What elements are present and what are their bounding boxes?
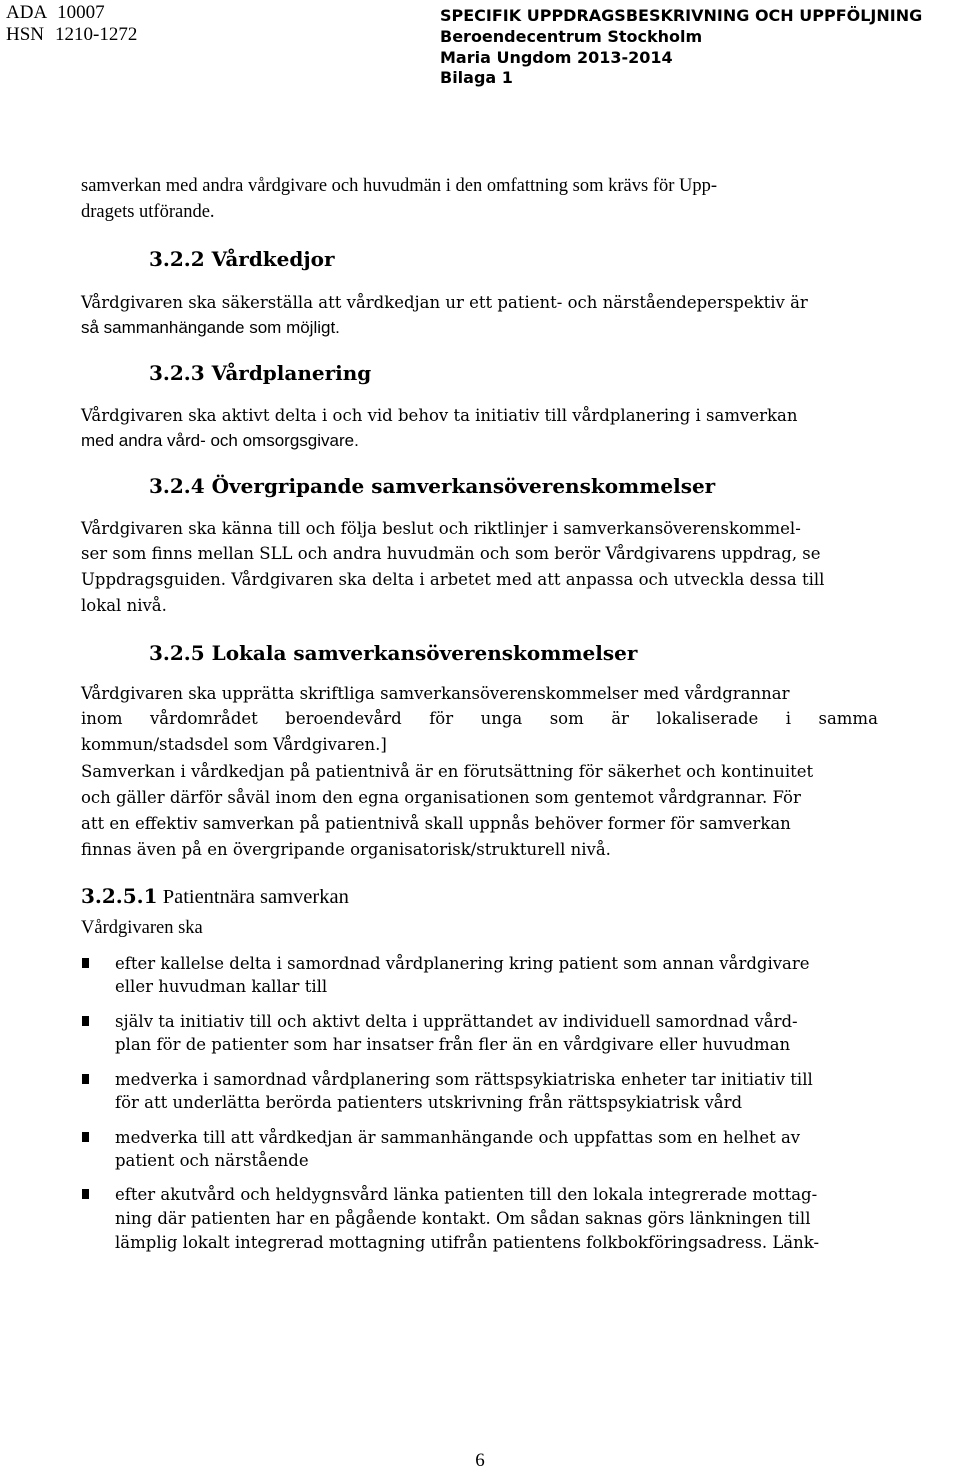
- paragraph-line: Vårdgivaren ska känna till och följa beslut och riktlinjer i samverkansöverenskommel-: [81, 519, 801, 538]
- subsection-lead: Vårdgivaren ska: [81, 918, 203, 938]
- section-heading: 3.2.2 Vårdkedjor: [149, 247, 335, 271]
- bullet-line: för att underlätta berörda patienters utskrivning från rättspsykiatrisk vård: [115, 1093, 743, 1112]
- paragraph-line: och gäller därför såväl inom den egna organisationen som gentemot vårdgrannar. För: [81, 788, 801, 807]
- bullet-line: medverka i samordnad vårdplanering som rättspsykiatriska enheter tar initiativ till: [115, 1070, 813, 1089]
- section-heading: 3.2.4 Övergripande samverkansöverenskommelser: [149, 474, 716, 498]
- paragraph-line: Uppdragsguiden. Vårdgivaren ska delta i arbetet med att anpassa och utveckla dessa till: [81, 570, 825, 589]
- bullet-line: eller huvudman kallar till: [115, 977, 328, 996]
- header-label-hsn: HSN: [6, 24, 45, 45]
- paragraph-line-justified: [81, 706, 878, 731]
- paragraph-line: ser som finns mellan SLL och andra huvudmän och som berör Vårdgivarens uppdrag, se: [81, 544, 821, 563]
- intro-line: samverkan med andra vårdgivare och huvudmän i den omfattning som krävs för Upp-: [81, 176, 718, 196]
- subsection-heading: [81, 883, 349, 910]
- paragraph-line: Vårdgivaren ska upprätta skriftliga samverkansöverenskommelser med vårdgrannar: [81, 684, 790, 703]
- subsection-number: 3.2.5.1: [81, 884, 158, 908]
- page-number: 6: [475, 1450, 485, 1471]
- square-bullet-icon: [82, 1132, 89, 1142]
- paragraph-line: Vårdgivaren ska aktivt delta i och vid behov ta initiativ till vårdplanering i samverkan: [81, 406, 798, 425]
- word: lokaliserade: [656, 709, 759, 728]
- word: samma: [818, 709, 878, 728]
- header-unit-period: Maria Ungdom 2013-2014: [440, 48, 673, 67]
- intro-line: dragets utförande.: [81, 202, 215, 222]
- paragraph-line: kommun/stadsdel som Vårdgivaren.]: [81, 735, 387, 754]
- header-value-hsn: 1210-1272: [55, 24, 138, 45]
- word: unga: [480, 709, 523, 728]
- word: som: [549, 709, 584, 728]
- bullet-line: ning där patienten har en pågående kontakt. Om sådan saknas görs länkningen till: [115, 1209, 811, 1228]
- header-organisation: Beroendecentrum Stockholm: [440, 27, 703, 46]
- square-bullet-icon: [82, 958, 89, 968]
- bullet-line: efter kallelse delta i samordnad vårdplanering kring patient som annan vårdgivare: [115, 954, 810, 973]
- paragraph-line: lokal nivå.: [81, 596, 167, 615]
- word: beroendevård: [285, 709, 402, 728]
- header-code-hsn: [6, 24, 137, 45]
- bullet-line: efter akutvård och heldygnsvård länka patienten till den lokala integrerade mottag-: [115, 1185, 818, 1204]
- bullet-line: medverka till att vårdkedjan är sammanhängande och uppfattas som en helhet av: [115, 1128, 801, 1147]
- paragraph-line: finnas även på en övergripande organisatorisk/strukturell nivå.: [81, 840, 611, 859]
- section-heading: 3.2.3 Vårdplanering: [149, 361, 372, 385]
- bullet-line: plan för de patienter som har insatser från fler än en vårdgivare eller huvudman: [115, 1035, 791, 1054]
- square-bullet-icon: [82, 1074, 89, 1084]
- paragraph-line: så sammanhängande som möjligt.: [81, 318, 340, 337]
- paragraph-line: Samverkan i vårdkedjan på patientnivå är en förutsättning för säkerhet och kontinuitet: [81, 762, 814, 781]
- paragraph-line: att en effektiv samverkan på patientnivå skall uppnås behöver former för samverkan: [81, 814, 791, 833]
- word: vårdområdet: [149, 709, 258, 728]
- word: inom: [81, 709, 123, 728]
- word: i: [785, 709, 792, 728]
- header-value-ada: 10007: [57, 2, 105, 23]
- paragraph-line: Vårdgivaren ska säkerställa att vårdkedjan ur ett patient- och närståendeperspektiv är: [81, 293, 808, 312]
- header-title: SPECIFIK UPPDRAGSBESKRIVNING OCH UPPFÖLJNING: [440, 6, 923, 25]
- bullet-line: patient och närstående: [115, 1151, 309, 1170]
- subsection-title: Patientnära samverkan: [157, 886, 349, 908]
- page-footer: [0, 1448, 960, 1473]
- bullet-line: lämplig lokalt integrerad mottagning utifrån patientens folkbokföringsadress. Länk-: [115, 1233, 820, 1252]
- word: för: [429, 709, 454, 728]
- header-appendix: Bilaga 1: [440, 68, 513, 87]
- header-code-ada: [6, 2, 105, 23]
- header-label-ada: ADA: [6, 2, 48, 23]
- square-bullet-icon: [82, 1016, 89, 1026]
- bullet-line: själv ta initiativ till och aktivt delta i upprättandet av individuell samordnad vård-: [115, 1012, 798, 1031]
- paragraph-line: med andra vård- och omsorgsgivare.: [81, 431, 359, 450]
- section-heading: 3.2.5 Lokala samverkansöverenskommelser: [149, 641, 638, 665]
- square-bullet-icon: [82, 1189, 89, 1199]
- word: är: [611, 709, 629, 728]
